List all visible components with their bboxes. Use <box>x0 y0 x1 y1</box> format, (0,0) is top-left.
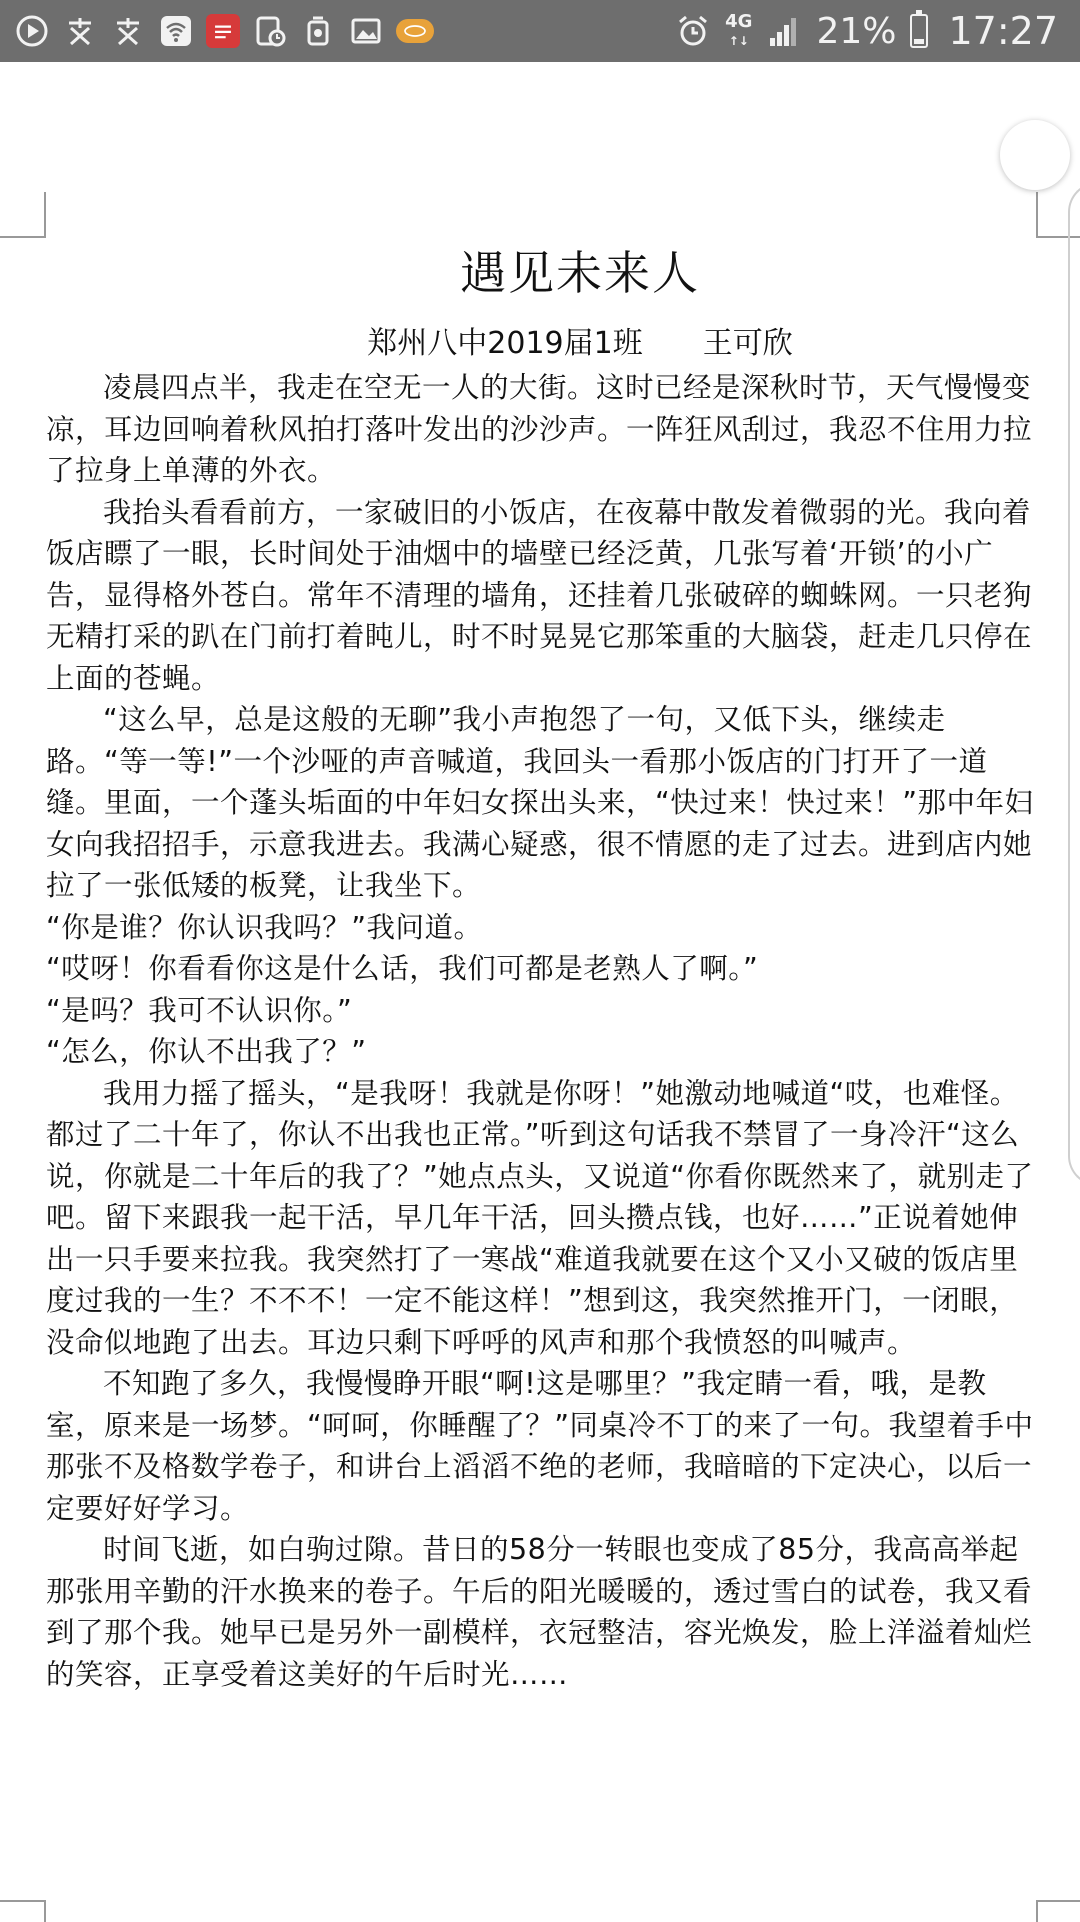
paragraph: 我抬头看看前方，一家破旧的小饭店，在夜幕中散发着微弱的光。我向着饭店瞟了一眼，长时间处于油烟中的墙壁已经泛黄，几张写着‘开锁’的小广告，显得格外苍白。常年不清理的墙角，还挂着几张破碎的蜘蛛网。一只老狗无精打采的趴在门前打着盹儿，时不时晃晃它那笨重的大脑袋，赶走几只停在上面的苍蝇。 <box>46 495 1033 695</box>
app-icon-1 <box>62 13 98 49</box>
document-body <box>46 367 1038 1695</box>
play-icon <box>14 13 50 49</box>
signal-strength-icon <box>766 13 802 49</box>
network-type: 4G ↑↓ <box>725 10 753 48</box>
crop-mark-bottom-left <box>0 1900 46 1922</box>
paragraph: “怎么，你认不出我了？” <box>46 1035 367 1068</box>
paragraph: 时间飞逝，如白驹过隙。昔日的58分一转眼也变成了85分，我高高举起那张用辛勤的汗水换来的卷子。午后的阳光暖暖的，透过雪白的试卷，我又看到了那个我。她早已是另外一副模样，衣冠整洁，容光焕发，脸上洋溢着灿烂的笑容，正享受着这美好的午后时光…… <box>46 1533 1033 1691</box>
document-title: 遇见未来人 <box>460 246 700 300</box>
screen-time-icon <box>252 13 288 49</box>
app-red-icon <box>206 14 240 48</box>
clock: 17:27 <box>948 9 1058 53</box>
app-orange-icon <box>396 19 434 43</box>
paragraph: 凌晨四点半，我走在空无一人的大街。这时已经是深秋时节，天气慢慢变凉，耳边回响着秋风拍打落叶发出的沙沙声。一阵狂风刮过，我忍不住用力拉了拉身上单薄的外衣。 <box>46 371 1033 487</box>
battery-icon <box>910 14 928 48</box>
crop-mark-bottom-right <box>1036 1900 1080 1922</box>
battery-percent: 21% <box>816 10 897 52</box>
paragraph: “你是谁？你认识我吗？”我问道。 <box>46 910 483 944</box>
notification-icons <box>14 10 434 52</box>
document-byline: 郑州八中2019届1班 王可欣 <box>367 326 793 361</box>
wifi-icon <box>158 13 194 49</box>
document-page[interactable] <box>0 62 1080 1920</box>
paragraph: “是吗？我可不认识你。” <box>46 993 353 1027</box>
app-icon-2 <box>110 13 146 49</box>
status-bar <box>0 0 1080 62</box>
floating-action-button[interactable] <box>1000 120 1070 190</box>
system-indicators <box>675 8 1058 54</box>
crop-mark-top-left <box>0 192 46 238</box>
gallery-icon <box>348 13 384 49</box>
paragraph: “这么早，总是这般的无聊”我小声抱怨了一句，又低下头，继续走路。“等一等!”一个沙哑的声音喊道，我回头一看那小饭店的门打开了一道缝。里面，一个蓬头垢面的中年妇女探出头来，“快过来！快过来！”那中年妇女向我招招手，示意我进去。我满心疑惑，很不情愿的走了过去。进到店内她拉了一张低矮的板凳，让我坐下。 <box>46 703 1034 902</box>
alarm-icon <box>675 13 711 49</box>
cleanup-icon <box>300 13 336 49</box>
paragraph: 我用力摇了摇头，“是我呀！我就是你呀！”她激动地喊道“哎，也难怪。都过了二十年了，你认不出我也正常。”听到这句话我不禁冒了一身冷汗“这么说，你就是二十年后的我了？”她点点头，又说道“你看你既然来了，就别走了吧。留下来跟我一起干活，早几年干活，回头攒点钱，也好……”正说着她伸出一只手要来拉我。我突然打了一寒战“难道我就要在这个又小又破的饭店里度过我的一生？不不不！一定不能这样！”想到这，我突然推开门，一闭眼，没命似地跑了出去。耳边只剩下呼呼的风声和那个我愤怒的叫喊声。 <box>46 1076 1034 1359</box>
paragraph: “哎呀！你看看你这是什么话，我们可都是老熟人了啊。” <box>46 952 759 985</box>
paragraph: 不知跑了多久，我慢慢睁开眼“啊!这是哪里？”我定睛一看，哦，是教室，原来是一场梦。“呵呵，你睡醒了？”同桌冷不丁的来了一句。我望着手中那张不及格数学卷子，和讲台上滔滔不绝的老师，我暗暗的下定决心，以后一定要好好学习。 <box>46 1367 1034 1525</box>
